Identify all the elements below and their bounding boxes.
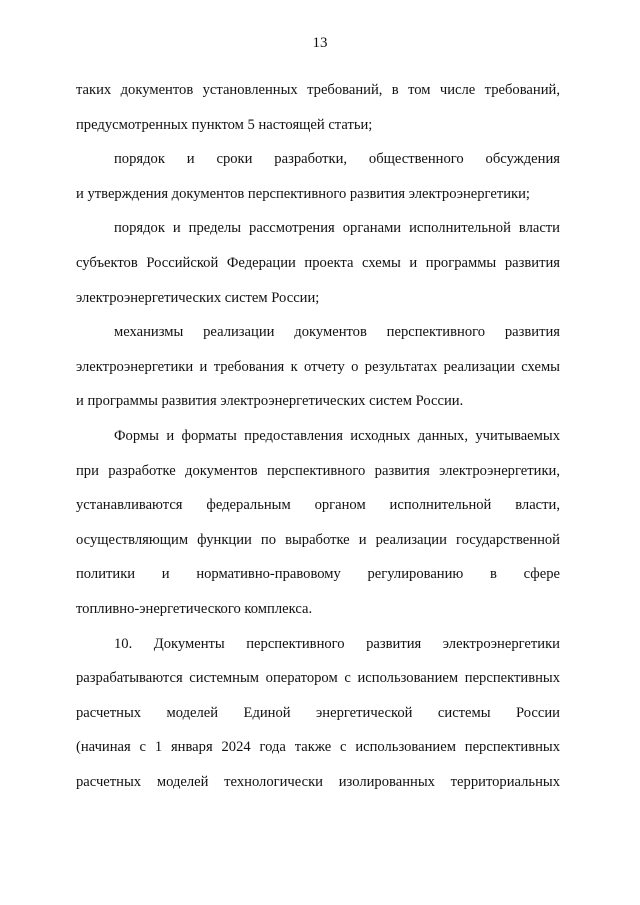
text-line: субъектов Российской Федерации проекта схемы и программы развития (76, 254, 560, 271)
text-line: механизмы реализации документов перспективного развития (114, 324, 560, 341)
paragraph-implementation-mechanisms (76, 315, 560, 419)
text-line: устанавливаются федеральным органом исполнительной власти, (76, 497, 560, 514)
paragraph-procedure-terms (76, 142, 560, 211)
paragraph-review-limits (76, 211, 560, 315)
text-line: таких документов установленных требований, в том числе требований, (76, 82, 560, 98)
text-line: порядок и пределы рассмотрения органами исполнительной власти (114, 220, 560, 237)
text-line: (начиная с 1 января 2024 года также с использованием перспективных (76, 739, 560, 756)
text-line: расчетных моделей Единой энергетической системы России (76, 704, 560, 721)
text-line: Формы и форматы предоставления исходных данных, учитываемых (114, 427, 560, 444)
text-line: при разработке документов перспективного развития электроэнергетики, (76, 462, 560, 479)
text-line: электроэнергетических систем России; (76, 289, 320, 306)
paragraph-continuation (76, 73, 560, 142)
page-number: 13 (312, 35, 328, 51)
text-line: политики и нормативно-правовому регулированию в сфере (76, 566, 560, 583)
text-line: осуществляющим функции по выработке и реализации государственной (76, 531, 560, 548)
text-line: и утверждения документов перспективного развития электроэнергетики; (76, 185, 530, 202)
text-line: электроэнергетики и требования к отчету о результатах реализации схемы (76, 358, 560, 375)
text-line: предусмотренных пунктом 5 настоящей статьи; (76, 116, 373, 133)
text-line: расчетных моделей технологически изолированных территориальных (76, 773, 560, 790)
text-line: порядок и сроки разработки, общественного обсуждения (114, 151, 560, 168)
paragraph-item-10 (76, 627, 560, 800)
text-line: и программы развития электроэнергетических систем России. (76, 393, 464, 410)
text-line: топливно-энергетического комплекса. (76, 600, 313, 617)
text-line: разрабатываются системным оператором с использованием перспективных (76, 670, 560, 687)
document-body (76, 73, 560, 799)
text-line: 10. Документы перспективного развития электроэнергетики (114, 635, 560, 652)
paragraph-data-formats (76, 419, 560, 627)
